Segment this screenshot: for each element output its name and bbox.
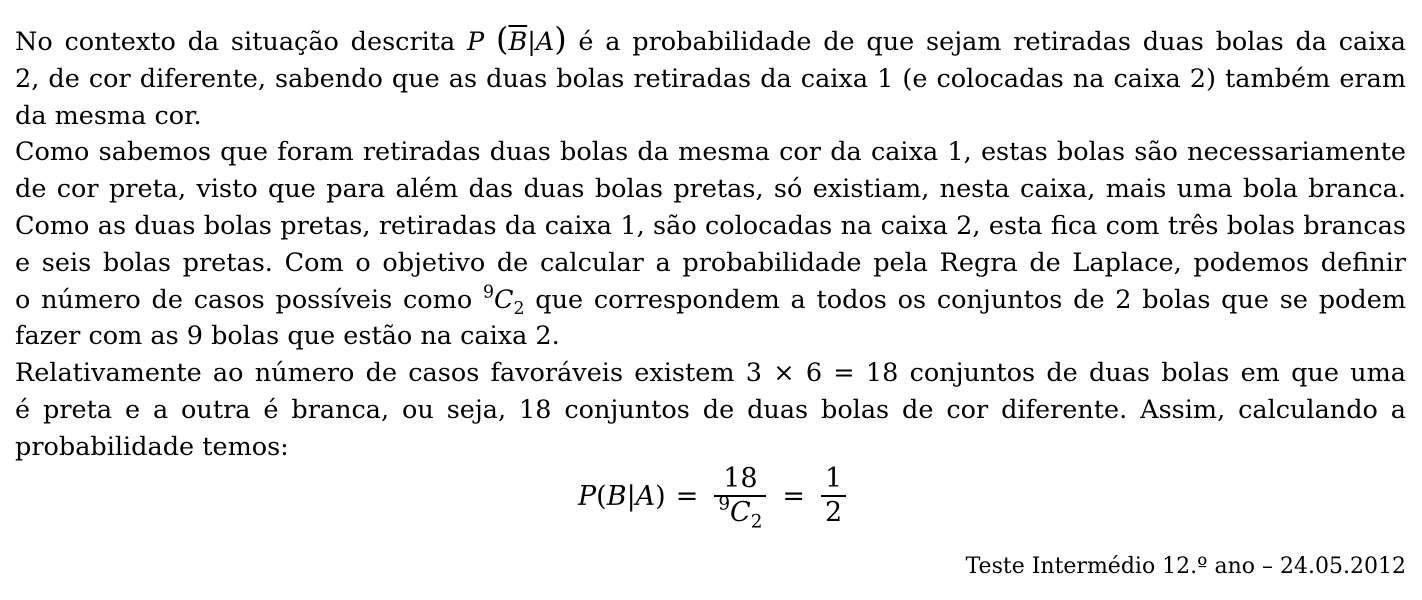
fraction-numerator: 18 xyxy=(723,462,758,494)
text-line: probabilidade temos: xyxy=(15,431,289,462)
math-comb-k: 2 xyxy=(513,298,525,319)
text-line: da mesma cor. xyxy=(15,100,202,131)
formula-lhs: P(B|A) xyxy=(578,480,666,512)
text-line xyxy=(15,20,1407,61)
fraction-result xyxy=(821,462,846,528)
math-conditional-probability: P $(\overline{B}|A)$ xyxy=(467,20,567,58)
text-line: Como as duas bolas pretas, retiradas da caixa 1, são colocadas na caixa 2, esta fica com três bolas brancas xyxy=(15,210,1406,241)
fraction-laplace xyxy=(714,462,766,533)
text-line: de cor preta, visto que para além das duas bolas pretas, só existiam, nesta caixa, mais uma bola branca. xyxy=(15,174,1406,205)
math-comb-n: 9 xyxy=(482,281,494,302)
formula-function: P xyxy=(578,480,597,512)
text-line: é preta e a outra é branca, ou seja, 18 conjuntos de duas bolas de cor diferente. Assim, calculando a xyxy=(15,394,1406,425)
text-segment: que correspondem a todos os conjuntos de 2 bolas que se podem xyxy=(524,284,1406,315)
equals-sign: = xyxy=(675,480,699,512)
math-combination xyxy=(482,281,525,319)
formula-event: B xyxy=(606,480,627,512)
fraction-denominator xyxy=(714,493,766,533)
formula-given: A xyxy=(635,480,656,512)
fraction-numerator: 1 xyxy=(825,462,843,494)
paragraph-favorable-cases xyxy=(15,355,1406,465)
text-line xyxy=(15,282,1406,319)
paragraph-reasoning xyxy=(15,134,1406,355)
probability-formula xyxy=(578,458,852,534)
text-segment: No contexto da situação descrita xyxy=(15,27,468,57)
math-comb-letter: C xyxy=(730,496,751,528)
text-line: fazer com as 9 bolas que estão na caixa 2. xyxy=(15,321,560,352)
text-segment: é a probabilidade de que sejam retiradas duas bolas da caixa xyxy=(566,27,1407,57)
text-line: 2, de cor diferente, sabendo que as duas bolas retiradas da caixa 1 (e colocadas na caixa 2) também eram xyxy=(15,63,1406,94)
equals-sign: = xyxy=(782,480,806,512)
solution-text xyxy=(15,20,1407,466)
math-product: 3 × 6 = 18 xyxy=(745,358,899,389)
math-comb-n: 9 xyxy=(718,493,731,515)
text-line xyxy=(15,355,1406,392)
text-segment: conjuntos de duas bolas em que uma xyxy=(898,358,1406,389)
text-line: Como sabemos que foram retiradas duas bolas da mesma cor da caixa 1, estas bolas são necessariamente xyxy=(15,137,1406,168)
math-event-complement: $\overline{B}$ xyxy=(508,27,528,57)
fraction-denominator: 2 xyxy=(825,496,843,528)
math-comb-k: 2 xyxy=(750,511,763,533)
text-segment: Relativamente ao número de casos favoráveis existem xyxy=(15,358,746,389)
math-comb-letter: C xyxy=(493,284,514,315)
paragraph-context xyxy=(15,20,1407,134)
text-segment: o número de casos possíveis como xyxy=(15,284,483,315)
text-line: e seis bolas pretas. Com o objetivo de calcular a probabilidade pela Regra de Laplace, podemos definir xyxy=(15,247,1406,278)
source-citation: Teste Intermédio 12.º ano – 24.05.2012 xyxy=(965,554,1406,579)
math-given-event: A xyxy=(535,27,555,57)
